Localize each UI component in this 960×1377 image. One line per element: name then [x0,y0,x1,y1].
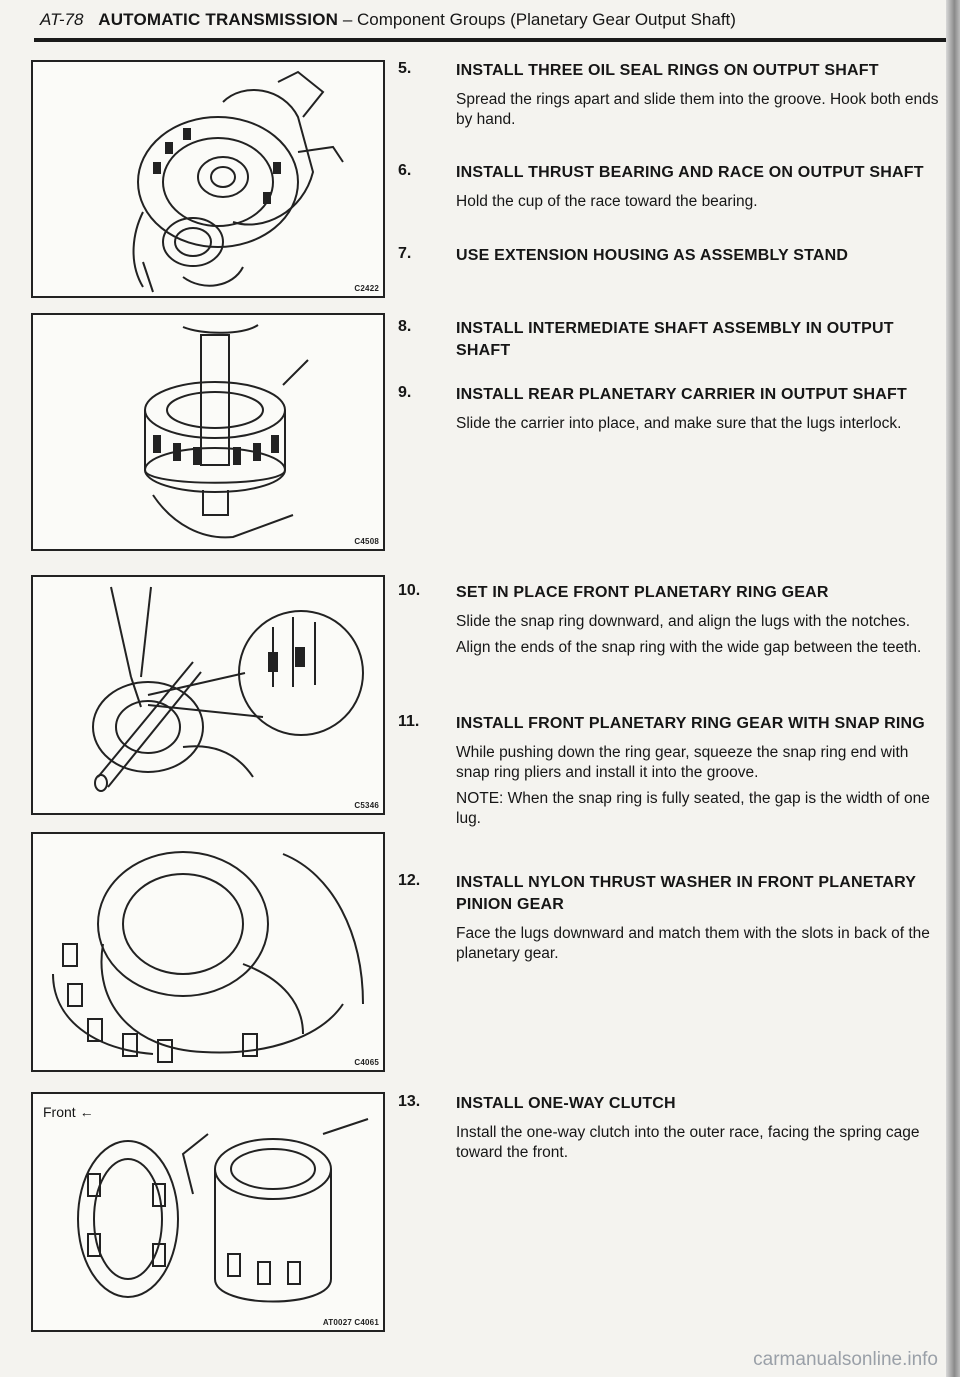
step-title: INSTALL THREE OIL SEAL RINGS ON OUTPUT SHAFT [456,62,879,79]
step-title: INSTALL ONE-WAY CLUTCH [456,1095,676,1112]
step-text: Slide the carrier into place, and make sure that the lugs interlock. [456,415,902,432]
figure-code: AT0027 C4061 [322,1318,379,1327]
step-number: 13. [398,1093,421,1110]
oil-seal-rings-illustration [33,62,383,296]
front-text: Front [43,1104,76,1120]
step-text: Face the lugs downward and match them with the slots in back of the planetary gear. [456,925,930,962]
step-text: Spread the rings apart and slide them into the groove. Hook both ends by hand. [456,91,939,128]
step-10 [398,582,943,664]
figure-code: C5346 [354,801,379,810]
page-code: AT-78 [40,10,84,29]
figure-one-way-clutch [31,1092,385,1332]
arrow-left-icon: ← [79,1104,94,1120]
step-number: 7. [398,245,412,262]
one-way-clutch-illustration [33,1094,383,1330]
figure-oil-seal-rings [31,60,385,298]
figure-planetary-carrier [31,313,385,551]
watermark: carmanualsonline.info [753,1349,938,1370]
step-text: Align the ends of the snap ring with the wide gap between the teeth. [456,639,922,656]
step-title: INSTALL FRONT PLANETARY RING GEAR WITH SNAP RING [456,715,925,732]
step-title: USE EXTENSION HOUSING AS ASSEMBLY STAND [456,247,849,264]
page-header [40,10,946,40]
section-title: AUTOMATIC TRANSMISSION [98,10,339,29]
step-9 [398,384,943,440]
step-text: While pushing down the ring gear, squeeze the snap ring end with snap ring pliers and install it into the groove. [456,744,909,781]
step-text: Hold the cup of the race toward the bearing. [456,193,758,210]
figure-code: C4508 [354,537,379,546]
step-number: 9. [398,384,412,401]
step-number: 8. [398,318,412,335]
planetary-carrier-illustration [33,315,383,549]
step-title: SET IN PLACE FRONT PLANETARY RING GEAR [456,584,829,601]
step-5 [398,60,943,136]
step-text: Slide the snap ring downward, and align the lugs with the notches. [456,613,911,630]
step-number: 11. [398,713,420,730]
step-6 [398,162,943,218]
step-number: 12. [398,872,421,889]
step-8 [398,318,943,362]
step-number: 5. [398,60,412,77]
step-11 [398,713,943,835]
step-title: INSTALL REAR PLANETARY CARRIER IN OUTPUT SHAFT [456,386,907,403]
step-number: 10. [398,582,421,599]
step-number: 6. [398,162,412,179]
nylon-thrust-washer-illustration [33,834,383,1070]
figure-snap-ring-pliers [31,575,385,815]
step-title: INSTALL NYLON THRUST WASHER IN FRONT PLANETARY PINION GEAR [456,874,916,913]
step-title: INSTALL THRUST BEARING AND RACE ON OUTPUT SHAFT [456,164,924,181]
step-text: Install the one-way clutch into the outer race, facing the spring cage toward the front. [456,1124,920,1161]
header-rule [34,38,946,42]
page-binding-edge [946,0,960,1377]
figure-code: C4065 [354,1058,379,1067]
step-title: INSTALL INTERMEDIATE SHAFT ASSEMBLY IN OUTPUT SHAFT [456,320,894,359]
step-12 [398,872,943,970]
section-subtitle: – Component Groups (Planetary Gear Output Shaft) [342,10,736,29]
step-note: NOTE: When the snap ring is fully seated, the gap is the width of one lug. [456,790,930,827]
step-13 [398,1093,943,1169]
figure-nylon-thrust-washer [31,832,385,1072]
step-7 [398,245,943,267]
figure-code: C2422 [354,284,379,293]
snap-ring-pliers-illustration [33,577,383,813]
